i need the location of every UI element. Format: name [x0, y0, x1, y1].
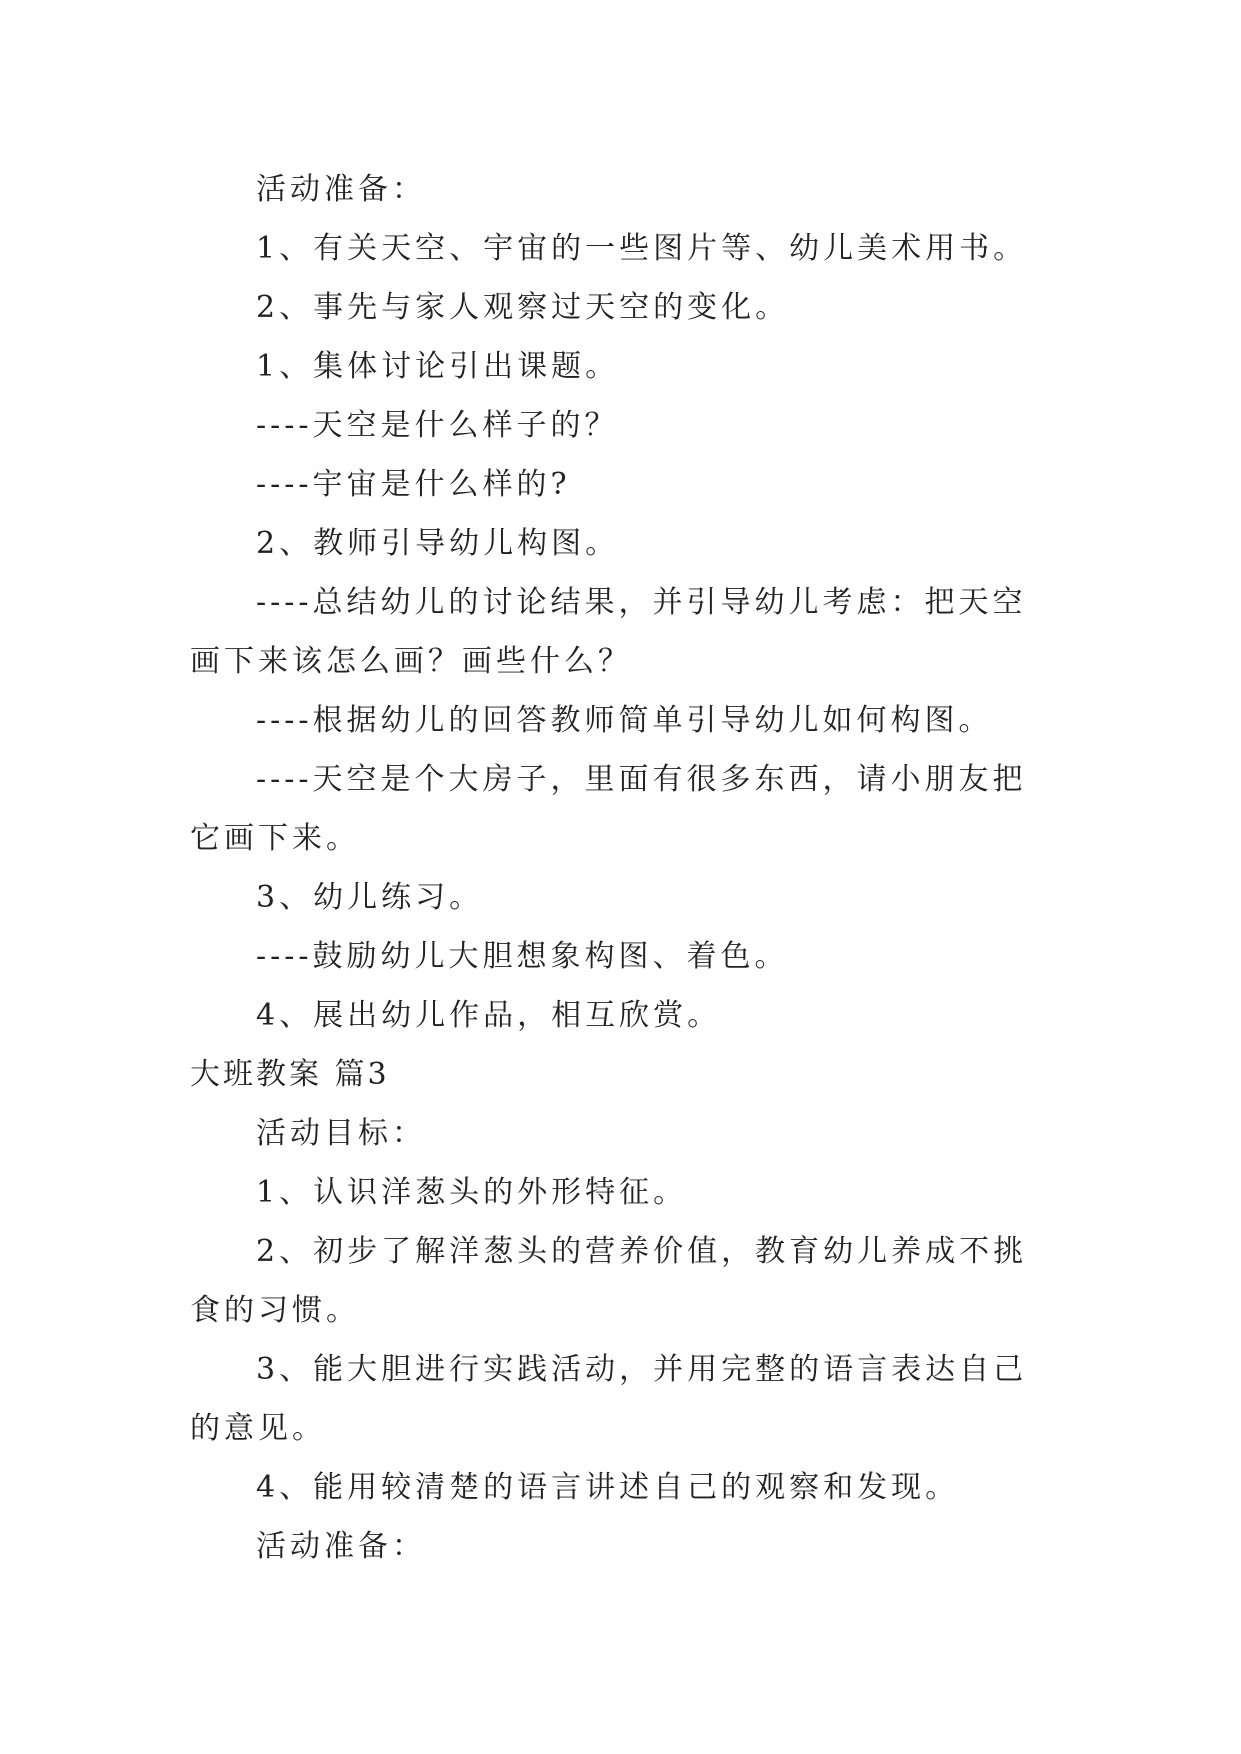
paragraph-goal-4: 4、能用较清楚的语言讲述自己的观察和发现。 — [256, 1470, 960, 1505]
paragraph-sky-house: ----天空是个大房子，里面有很多东西，请小朋友把它画下来。 — [190, 762, 1027, 856]
section-heading: 大班教案 篇3 — [190, 1057, 390, 1092]
paragraph-prep-item-2: 2、事先与家人观察过天空的变化。 — [256, 290, 790, 325]
paragraph-goal-1: 1、认识洋葱头的外形特征。 — [256, 1175, 688, 1210]
paragraph-step-3: 3、幼儿练习。 — [256, 880, 484, 915]
paragraph-step-2: 2、教师引导幼儿构图。 — [256, 526, 620, 561]
paragraph-guide-composition: ----根据幼儿的回答教师简单引导幼儿如何构图。 — [256, 703, 993, 738]
paragraph-goal-2: 2、初步了解洋葱头的营养价值，教育幼儿养成不挑食的习惯。 — [190, 1234, 1028, 1328]
paragraph-encourage: ----鼓励幼儿大胆想象构图、着色。 — [256, 939, 789, 974]
paragraph-prep-heading: 活动准备： — [256, 172, 426, 207]
paragraph-question-universe: ----宇宙是什么样的? — [256, 467, 571, 502]
paragraph-question-sky: ----天空是什么样子的？ — [256, 408, 619, 443]
paragraph-goals-heading: 活动目标： — [256, 1116, 426, 1151]
paragraph-step-4: 4、展出幼儿作品，相互欣赏。 — [256, 998, 722, 1033]
paragraph-goal-3: 3、能大胆进行实践活动，并用完整的语言表达自己的意见。 — [190, 1352, 1028, 1446]
paragraph-step-1: 1、集体讨论引出课题。 — [256, 349, 620, 384]
paragraph-prep-item-1: 1、有关天空、宇宙的一些图片等、幼儿美术用书。 — [256, 231, 1028, 266]
document-body — [190, 160, 1055, 1576]
paragraph-prep-heading-2: 活动准备： — [256, 1529, 426, 1564]
paragraph-summary: ----总结幼儿的讨论结果，并引导幼儿考虑：把天空画下来该怎么画？画些什么？ — [190, 585, 1027, 679]
